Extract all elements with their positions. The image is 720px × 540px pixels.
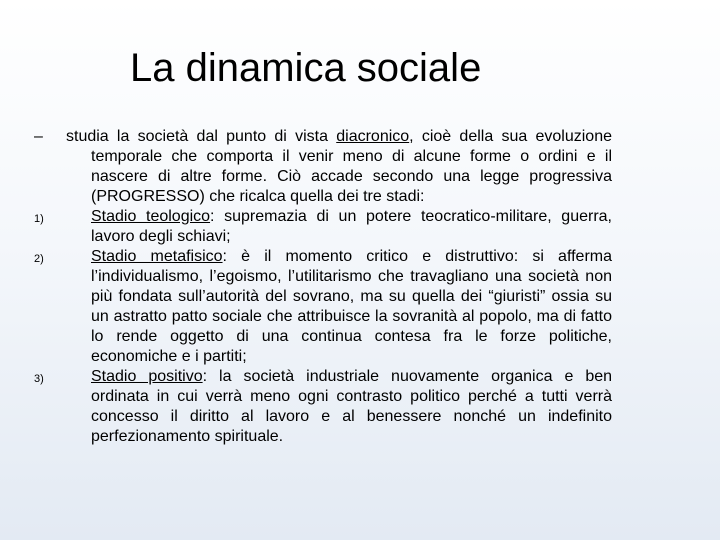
slide-body	[34, 127, 612, 447]
stage-item-2	[34, 247, 612, 367]
intro-text-after: , cioè della sua evoluzione temporale che comporta il venir meno di alcune forme o ordini e il nascere di altre forme. Ciò accade secondo una legge progressiva (PROGRESSO) che ricalca quella dei tre stadi:	[91, 128, 613, 205]
stage-number: 1)	[34, 213, 44, 225]
intro-paragraph	[34, 127, 612, 207]
dash-bullet: –	[34, 128, 43, 145]
stage-item-3	[34, 367, 612, 447]
stage-term: Stadio positivo	[91, 368, 203, 385]
stage-text: : è il momento critico e distruttivo: si afferma l’individualismo, l’egoismo, l’utilitarismo che travagliano una società non più fondata sull’autorità del sovrano, ma su quella dei “giuristi” ossia su un astratto patto sociale che attribuisce la sovranità al popolo, ma di fatto lo rende oggetto di una continua contesa fra le forze politiche, economiche e i partiti;	[91, 248, 612, 365]
intro-text-before: studia la società dal punto di vista	[66, 128, 337, 145]
stage-text: : la società industriale nuovamente organica e ben ordinata in cui verrà meno ogni contrasto politico perché a tutti verrà concesso il diritto al lavoro e al benessere nonché un indefinito perfezionamento spirituale.	[91, 368, 613, 445]
stage-number: 2)	[34, 253, 44, 265]
stage-term: Stadio teologico	[91, 208, 211, 225]
stage-number: 3)	[34, 373, 44, 385]
slide-title: La dinamica sociale	[130, 46, 482, 90]
stage-text: : supremazia di un potere teocratico-militare, guerra, lavoro degli schiavi;	[91, 208, 612, 245]
stage-term: Stadio metafisico	[91, 248, 223, 265]
stage-item-1	[34, 207, 612, 247]
intro-term: diacronico	[336, 128, 410, 145]
